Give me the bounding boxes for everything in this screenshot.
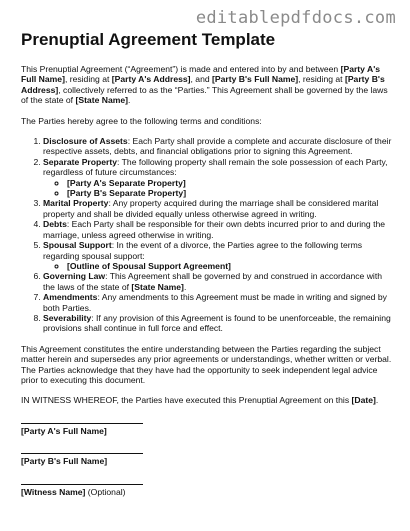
terms-lead: The Parties hereby agree to the following terms and conditions: bbox=[21, 115, 262, 126]
witness-text: IN WITNESS WHEREOF, the Parties have executed this Prenuptial Agreement on this bbox=[21, 395, 352, 406]
term-title: Spousal Support bbox=[43, 240, 112, 251]
list-item bbox=[67, 261, 393, 271]
term-amendments bbox=[43, 292, 393, 313]
term-separate-property bbox=[43, 157, 393, 199]
state-name-placeholder: [State Name] bbox=[131, 281, 184, 292]
signature-line[interactable] bbox=[21, 484, 143, 485]
intro-text-1: This Prenuptial Agreement (“Agreement”) is made and entered into by and between bbox=[21, 64, 341, 74]
term-severability bbox=[43, 313, 393, 334]
state-name-placeholder: [State Name] bbox=[75, 95, 129, 106]
witness-signature-name: [Witness Name] bbox=[21, 486, 86, 497]
party-a-signature-name: [Party A's Full Name] bbox=[21, 425, 107, 436]
list-item bbox=[67, 188, 393, 198]
term-text: : Any amendments to this Agreement must be made in writing and signed by both Parties. bbox=[43, 292, 387, 313]
intro-text-2: , residing at bbox=[64, 74, 112, 85]
signature-label bbox=[21, 487, 393, 497]
party-a-separate-property-placeholder: [Party A's Separate Property] bbox=[67, 177, 186, 188]
party-b-signature-name: [Party B's Full Name] bbox=[21, 456, 108, 467]
watermark: editablepdfdocs.com bbox=[195, 8, 396, 28]
separate-property-list bbox=[43, 178, 393, 199]
witness-optional-note: (Optional) bbox=[85, 486, 126, 497]
party-b-separate-property-placeholder: [Party B's Separate Property] bbox=[67, 188, 187, 199]
party-a-name-placeholder: [Party A's Full Name] bbox=[21, 64, 381, 85]
signature-section bbox=[21, 423, 393, 497]
term-title: Disclosure of Assets bbox=[43, 136, 128, 147]
list-item bbox=[67, 178, 393, 188]
party-b-name-placeholder: [Party B's Full Name] bbox=[212, 74, 299, 85]
term-title: Governing Law bbox=[43, 271, 106, 282]
term-disclosure-of-assets bbox=[43, 136, 393, 157]
term-title: Separate Property bbox=[43, 156, 118, 167]
term-text-tail: . bbox=[183, 281, 187, 292]
party-a-address-placeholder: [Party A's Address] bbox=[111, 74, 191, 85]
term-title: Debts bbox=[43, 219, 67, 230]
term-title: Severability bbox=[43, 312, 92, 323]
date-placeholder: [Date] bbox=[351, 395, 376, 406]
spousal-support-list bbox=[43, 261, 393, 271]
signature-block-party-b bbox=[21, 453, 393, 466]
term-debts bbox=[43, 219, 393, 240]
term-text: : If any provision of this Agreement is found to be unenforceable, the remaining provisions shall continue in full force and effect. bbox=[43, 312, 391, 334]
term-text: : In the event of a divorce, the Parties agree to the following terms regarding spousal support: bbox=[43, 240, 363, 261]
term-title: Amendments bbox=[43, 292, 98, 303]
signature-block-witness bbox=[21, 484, 393, 497]
witness-text-end: . bbox=[375, 395, 379, 406]
spousal-support-outline-placeholder: [Outline of Spousal Support Agreement] bbox=[67, 260, 231, 271]
intro-text-3: , and bbox=[190, 74, 213, 85]
term-text: : This Agreement shall be governed by and construed in accordance with the laws of the state of bbox=[43, 271, 382, 292]
signature-line[interactable] bbox=[21, 423, 143, 424]
signature-line[interactable] bbox=[21, 453, 143, 454]
terms-list bbox=[21, 136, 393, 334]
term-spousal-support bbox=[43, 240, 393, 271]
document-title: Prenuptial Agreement Template bbox=[21, 30, 276, 49]
intro-paragraph bbox=[21, 64, 393, 106]
term-title: Marital Property bbox=[43, 198, 109, 209]
term-text: : Any property acquired during the marriage shall be considered marital property and shall be divided equally unless otherwise agreed in writing. bbox=[43, 198, 379, 219]
signature-block-party-a bbox=[21, 423, 393, 436]
term-text: : Each Party shall be responsible for their own debts incurred prior to and during the marriage, unless agreed otherwise in writing. bbox=[43, 219, 386, 240]
intro-text-4: , residing at bbox=[298, 74, 345, 85]
witness-paragraph bbox=[21, 395, 393, 405]
term-governing-law bbox=[43, 271, 393, 292]
party-b-address-placeholder: [Party B's Address] bbox=[21, 74, 385, 95]
closing-paragraph: This Agreement constitutes the entire understanding between the Parties regarding the subject matter herein and supersedes any prior agreements or understandings, whether written or verbal. The Parties acknowledge that they have had the opportunity to seek independent legal advice prior to executing this document. bbox=[21, 343, 392, 385]
signature-label bbox=[21, 456, 393, 466]
term-text: : Each Party shall provide a complete and accurate disclosure of their respective assets, debts, and financial obligations prior to signing this Agreement. bbox=[43, 136, 392, 157]
intro-text-5: , collectively referred to as the “Parties.” This Agreement shall be governed by the laws of the state of bbox=[21, 84, 388, 106]
document-body bbox=[21, 30, 393, 497]
term-marital-property bbox=[43, 198, 393, 219]
term-text: : The following property shall remain the sole possession of each Party, regardless of future circumstances: bbox=[43, 156, 388, 178]
signature-label bbox=[21, 426, 393, 436]
intro-text-6: . bbox=[128, 95, 131, 106]
